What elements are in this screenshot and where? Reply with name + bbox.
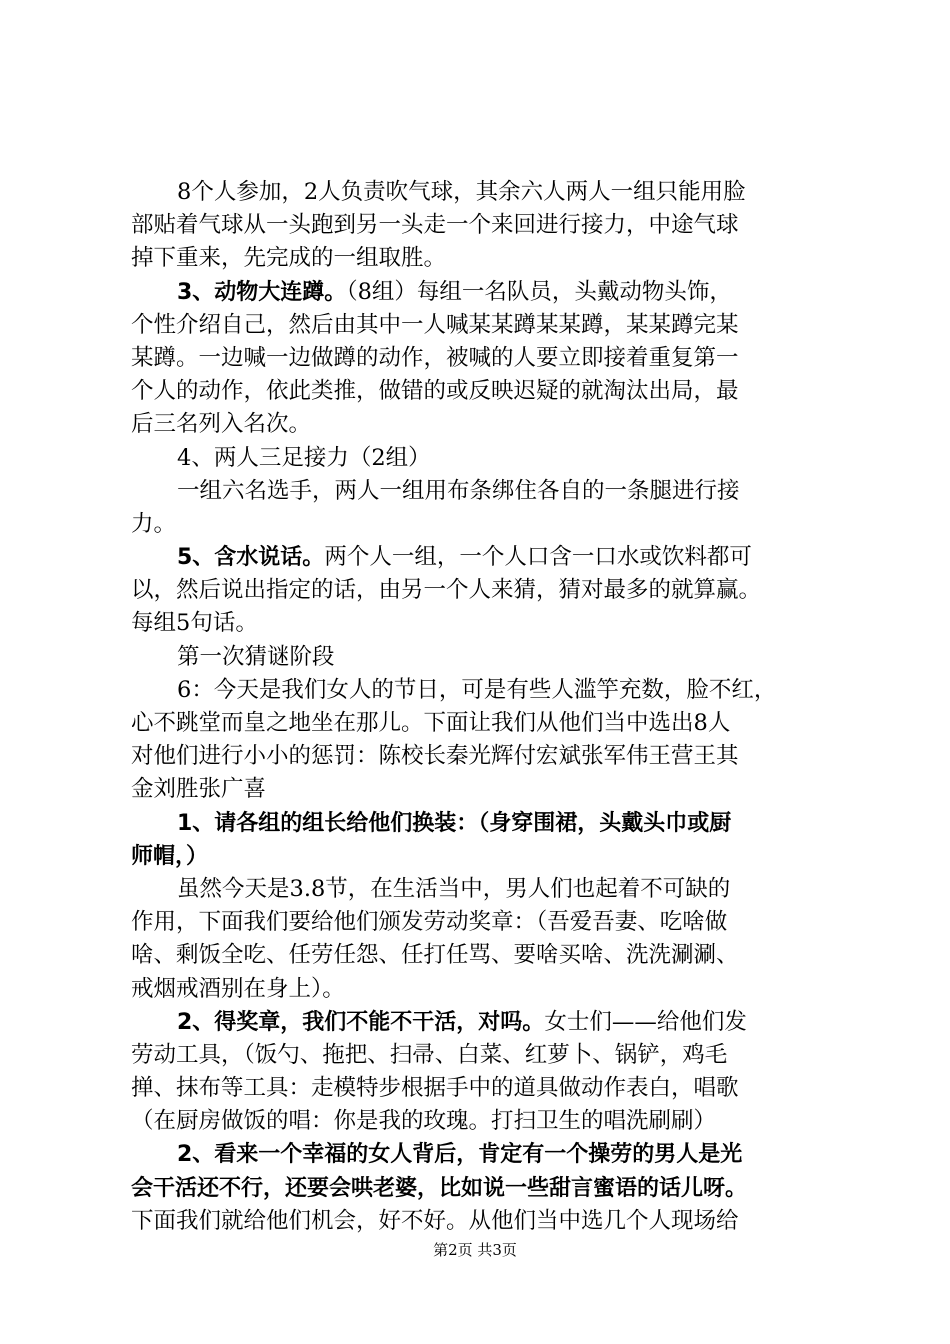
text-line: 部贴着气球从一头跑到另一头走一个来回进行接力，中途气球 bbox=[131, 212, 739, 239]
text-line: 虽然今天是3.8节，在生活当中，男人们也起着不可缺的 bbox=[177, 875, 731, 902]
text-line: 8个人参加，2人负责吹气球，其余六人两人一组只能用脸 bbox=[177, 179, 746, 205]
page-footer: 第2页 共3页 bbox=[433, 1241, 517, 1259]
text-line: 劳动工具，（饭勺、拖把、扫帚、白菜、红萝卜、锅铲，鸡毛 bbox=[131, 1041, 728, 1068]
document-body bbox=[131, 176, 831, 1238]
text-line bbox=[131, 1006, 831, 1039]
text-span: 女士们——给他们发 bbox=[544, 1008, 747, 1035]
text-line: 2、看来一个幸福的女人背后，肯定有一个操劳的男人是光 bbox=[177, 1142, 743, 1168]
text-span: （8组）每组一名队员，头戴动物头饰， bbox=[346, 278, 732, 305]
text-line: 以，然后说出指定的话，由另一个人来猜，猜对最多的就算赢。 bbox=[131, 577, 762, 604]
text-line: 个人的动作，依此类推，做错的或反映迟疑的就淘汰出局，最 bbox=[131, 378, 739, 405]
text-line: 4、两人三足接力（2组） bbox=[177, 444, 431, 471]
text-line: 每组5句话。 bbox=[131, 610, 258, 637]
text-line: 作用，下面我们要给他们颁发劳动奖章：（吾爱吾妻、吃啥做 bbox=[131, 909, 728, 936]
text-line: 对他们进行小小的惩罚：陈校长秦光辉付宏斌张军伟王营王其 bbox=[131, 743, 739, 770]
text-line: 1、请各组的组长给他们换装：（身穿围裙，头戴头巾或厨 bbox=[177, 810, 732, 836]
text-line: 会干活还不行，还要会哄老婆，比如说一些甜言蜜语的话儿呀。 bbox=[131, 1175, 748, 1201]
text-line: 6：今天是我们女人的节日，可是有些人滥竽充数，脸不红， bbox=[177, 676, 777, 703]
text-line: 一组六名选手，两人一组用布条绑住各自的一条腿进行接 bbox=[177, 477, 740, 504]
section-heading: 2、得奖章，我们不能不干活，对吗。 bbox=[177, 1009, 545, 1035]
text-line bbox=[131, 541, 831, 574]
section-heading: 3、动物大连蹲。 bbox=[177, 279, 347, 305]
text-line: 某蹲。一边喊一边做蹲的动作，被喊的人要立即接着重复第一 bbox=[131, 344, 739, 371]
text-line: 后三名列入名次。 bbox=[131, 411, 312, 438]
text-line: 掸、抹布等工具：走模特步根据手中的道具做动作表白，唱歌 bbox=[131, 1075, 739, 1102]
text-line: 个性介绍自己，然后由其中一人喊某某蹲某某蹲，某某蹲完某 bbox=[131, 311, 739, 338]
text-line: 师帽，） bbox=[131, 843, 209, 869]
text-line: 心不跳堂而皇之地坐在那儿。下面让我们从他们当中选出8人 bbox=[131, 710, 731, 736]
section-heading: 5、含水说话。 bbox=[177, 545, 325, 571]
text-line: 戒烟戒酒别在身上）。 bbox=[131, 975, 345, 1002]
text-line: 第一次猜谜阶段 bbox=[177, 643, 335, 670]
text-line: 掉下重来，先完成的一组取胜。 bbox=[131, 245, 447, 272]
text-line bbox=[131, 276, 831, 309]
text-line: 力。 bbox=[131, 510, 177, 537]
text-line: 金刘胜张广喜 bbox=[131, 776, 267, 803]
text-line: 啥、剩饭全吃、任劳任怨、任打任骂、要啥买啥、洗洗涮涮、 bbox=[131, 942, 739, 969]
text-line: 下面我们就给他们机会，好不好。从他们当中选几个人现场给 bbox=[131, 1207, 739, 1234]
text-line: （在厨房做饭的唱：你是我的玫瑰。打扫卫生的唱洗刷刷） bbox=[131, 1108, 717, 1135]
text-span: 两个人一组，一个人口含一口水或饮料都可 bbox=[324, 544, 752, 571]
